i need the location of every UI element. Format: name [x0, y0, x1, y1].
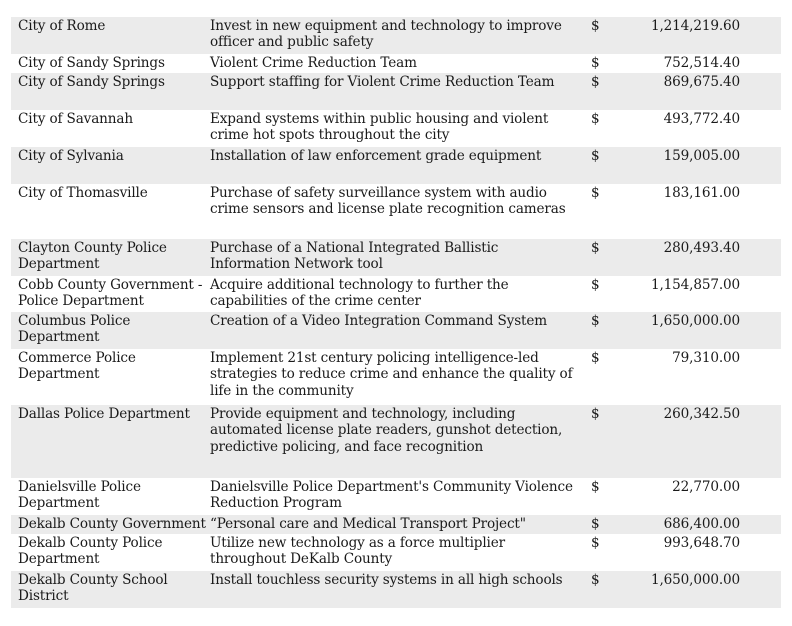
recipient-cell: Dallas Police Department [18, 406, 190, 422]
amount-cell: 159,005.00 [663, 148, 740, 164]
description-cell: Acquire additional technology to further the capabilities of the crime center [210, 277, 509, 310]
table-row [11, 147, 781, 184]
currency-symbol: $ [591, 148, 600, 164]
currency-symbol: $ [591, 111, 600, 127]
table-row [11, 276, 781, 312]
recipient-cell: Clayton County Police Department [18, 240, 167, 273]
description-cell: Creation of a Video Integration Command System [210, 313, 547, 329]
description-cell: “Personal care and Medical Transport Project" [210, 516, 526, 532]
recipient-cell: City of Rome [18, 18, 106, 34]
amount-cell: 1,650,000.00 [650, 572, 740, 588]
description-cell: Support staffing for Violent Crime Reduction Team [210, 74, 555, 90]
amount-cell: 22,770.00 [672, 479, 740, 495]
table-row [11, 239, 781, 276]
table-row [11, 17, 781, 54]
recipient-cell: City of Sandy Springs [18, 55, 165, 71]
table-row [11, 110, 781, 147]
description-cell: Install touchless security systems in all high schools [210, 572, 563, 588]
recipient-cell: Dekalb County Government [18, 516, 206, 532]
currency-symbol: $ [591, 74, 600, 90]
amount-cell: 280,493.40 [663, 240, 740, 256]
recipient-cell: Dekalb County School District [18, 572, 168, 605]
currency-symbol: $ [591, 516, 600, 532]
currency-symbol: $ [591, 18, 600, 34]
table-row [11, 534, 781, 571]
currency-symbol: $ [591, 479, 600, 495]
description-cell: Installation of law enforcement grade equipment [210, 148, 542, 164]
table-row [11, 73, 781, 110]
grants-table [11, 17, 781, 608]
recipient-cell: Danielsville Police Department [18, 479, 141, 512]
amount-cell: 686,400.00 [663, 516, 740, 532]
recipient-cell: City of Sylvania [18, 148, 124, 164]
currency-symbol: $ [591, 55, 600, 71]
amount-cell: 869,675.40 [663, 74, 740, 90]
table-row [11, 184, 781, 239]
currency-symbol: $ [591, 185, 600, 201]
description-cell: Violent Crime Reduction Team [210, 55, 417, 71]
currency-symbol: $ [591, 535, 600, 551]
amount-cell: 260,342.50 [663, 406, 740, 422]
table-row [11, 478, 781, 515]
recipient-cell: Dekalb County Police Department [18, 535, 163, 568]
table-row [11, 54, 781, 73]
recipient-cell: Columbus Police Department [18, 313, 131, 346]
description-cell: Purchase of safety surveillance system with audio crime sensors and license plate recognition cameras [210, 185, 566, 218]
amount-cell: 1,154,857.00 [650, 277, 740, 293]
description-cell: Invest in new equipment and technology to improve officer and public safety [210, 18, 562, 51]
description-cell: Utilize new technology as a force multiplier throughout DeKalb County [210, 535, 505, 568]
currency-symbol: $ [591, 313, 600, 329]
amount-cell: 1,650,000.00 [650, 313, 740, 329]
description-cell: Implement 21st century policing intelligence-led strategies to reduce crime and enhance the quality of life in the community [210, 350, 573, 399]
description-cell: Danielsville Police Department's Community Violence Reduction Program [210, 479, 573, 512]
recipient-cell: City of Thomasville [18, 185, 148, 201]
amount-cell: 1,214,219.60 [650, 18, 740, 34]
recipient-cell: City of Savannah [18, 111, 133, 127]
recipient-cell: Commerce Police Department [18, 350, 136, 383]
amount-cell: 183,161.00 [663, 185, 740, 201]
recipient-cell: City of Sandy Springs [18, 74, 165, 90]
table-row [11, 515, 781, 534]
currency-symbol: $ [591, 406, 600, 422]
amount-cell: 993,648.70 [663, 535, 740, 551]
table-row [11, 571, 781, 608]
currency-symbol: $ [591, 572, 600, 588]
description-cell: Expand systems within public housing and violent crime hot spots throughout the city [210, 111, 549, 144]
amount-cell: 79,310.00 [672, 350, 740, 366]
description-cell: Purchase of a National Integrated Ballistic Information Network tool [210, 240, 499, 273]
table-row [11, 405, 781, 478]
currency-symbol: $ [591, 277, 600, 293]
description-cell: Provide equipment and technology, including automated license plate readers, gunshot detection, predictive policing, and face recognition [210, 406, 563, 455]
currency-symbol: $ [591, 240, 600, 256]
recipient-cell: Cobb County Government - Police Department [18, 277, 203, 310]
currency-symbol: $ [591, 350, 600, 366]
table-row [11, 349, 781, 405]
amount-cell: 493,772.40 [663, 111, 740, 127]
amount-cell: 752,514.40 [663, 55, 740, 71]
table-row [11, 312, 781, 349]
